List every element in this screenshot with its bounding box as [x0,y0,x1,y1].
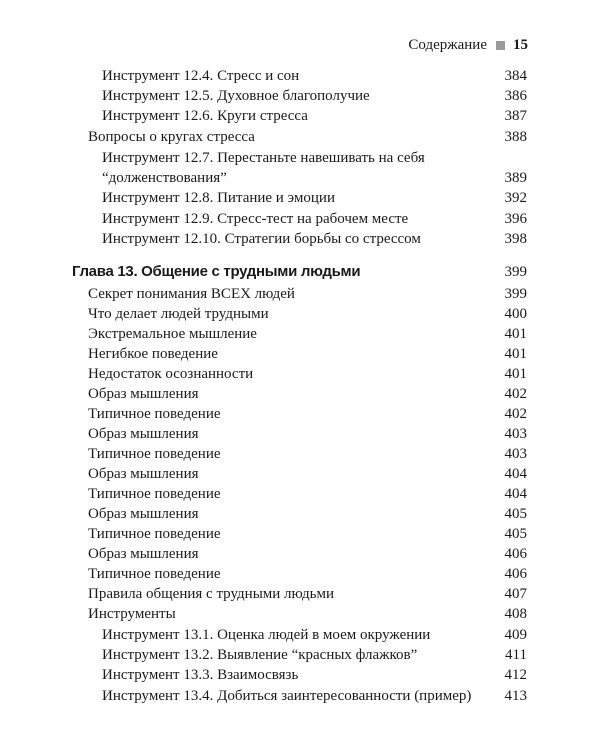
toc-entry-page: 401 [504,326,527,342]
toc-entry-page: 407 [504,586,527,602]
toc-entry-title[interactable]: Недостаток осознанности [88,366,254,382]
chapter-page: 399 [504,264,527,280]
toc-entry-page: 392 [504,190,527,206]
toc-entry-title[interactable]: Образ мышления [88,506,199,522]
toc-entry-title[interactable]: Инструмент 12.10. Стратегии борьбы со стрессом [102,231,421,247]
toc-entry-title[interactable]: Правила общения с трудными людьми [88,586,334,602]
separator-square-icon [496,41,505,50]
toc-entry-title[interactable]: Инструмент 13.1. Оценка людей в моем окружении [102,627,431,643]
toc-entry-title[interactable]: Инструмент 12.9. Стресс-тест на рабочем месте [102,211,409,227]
toc-entry-page: 396 [504,211,527,227]
toc-entry-title[interactable]: Инструменты [88,606,176,622]
toc-entry-title[interactable]: Инструмент 12.7. Перестаньте навешивать на себя “долженствования” [102,150,425,186]
toc-entry-title[interactable]: Инструмент 12.4. Стресс и сон [102,68,300,84]
toc-entry-title[interactable]: Инструмент 12.6. Круги стресса [102,108,308,124]
toc-entry-page: 403 [504,426,527,442]
toc-entry-page: 405 [504,526,527,542]
toc-entry-page: 411 [505,647,527,663]
toc-entry-page: 404 [504,466,527,482]
toc-entry-page: 401 [504,366,527,382]
toc-entry-page: 401 [504,346,527,362]
toc-entry-page: 403 [504,446,527,462]
toc-entry-page: 405 [504,506,527,522]
toc-entry-title[interactable]: Типичное поведение [88,446,221,462]
toc-entry-title[interactable]: Секрет понимания ВСЕХ людей [88,286,295,302]
toc-entry-title[interactable]: Инструмент 12.5. Духовное благополучие [102,88,370,104]
chapter-heading[interactable]: Глава 13. Общение с трудными людьми [72,263,361,280]
toc-entry-page: 406 [504,566,527,582]
toc-entry-page: 399 [504,286,527,302]
toc-entry-page: 406 [504,546,527,562]
toc-entry-title[interactable]: Образ мышления [88,466,199,482]
toc-entry-title[interactable]: Инструмент 13.4. Добиться заинтересованности (пример) [102,688,472,704]
toc-entry-page: 400 [504,306,527,322]
toc-entry-title[interactable]: Инструмент 13.3. Взаимосвязь [102,667,299,683]
toc-entry-page: 398 [504,231,527,247]
toc-entry-page: 402 [504,406,527,422]
toc-entry-title[interactable]: Типичное поведение [88,406,221,422]
toc-entry-title[interactable]: Образ мышления [88,546,199,562]
toc-entry-title[interactable]: Экстремальное мышление [88,326,257,342]
toc-entry-page: 386 [504,88,527,104]
section-title: Содержание [408,37,487,53]
toc-entry-title[interactable]: Образ мышления [88,426,199,442]
toc-entry-page: 402 [504,386,527,402]
toc-entry-page: 408 [504,606,527,622]
toc-entry-title[interactable]: Типичное поведение [88,566,221,582]
toc-entry-page: 384 [504,68,527,84]
toc-entry-title[interactable]: Типичное поведение [88,526,221,542]
running-header [408,37,528,54]
toc-entry-title[interactable]: Вопросы о кругах стресса [88,129,255,145]
toc-entry-page: 409 [504,627,527,643]
toc-entry-page: 412 [504,667,527,683]
toc-entry-page: 387 [504,108,527,124]
toc-entry-title[interactable]: Инструмент 13.2. Выявление “красных флажков” [102,647,418,663]
toc-entry-title[interactable]: Инструмент 12.8. Питание и эмоции [102,190,335,206]
toc-entry-page: 388 [504,129,527,145]
toc-entry-page: 413 [504,688,527,704]
toc-entry-page: 404 [504,486,527,502]
toc-entry-title[interactable]: Что делает людей трудными [88,306,269,322]
page-number: 15 [513,37,528,53]
toc-entry-title[interactable]: Образ мышления [88,386,199,402]
toc-entry-title[interactable]: Негибкое поведение [88,346,218,362]
toc-entry-page: 389 [504,170,527,186]
toc-entry-title[interactable]: Типичное поведение [88,486,221,502]
